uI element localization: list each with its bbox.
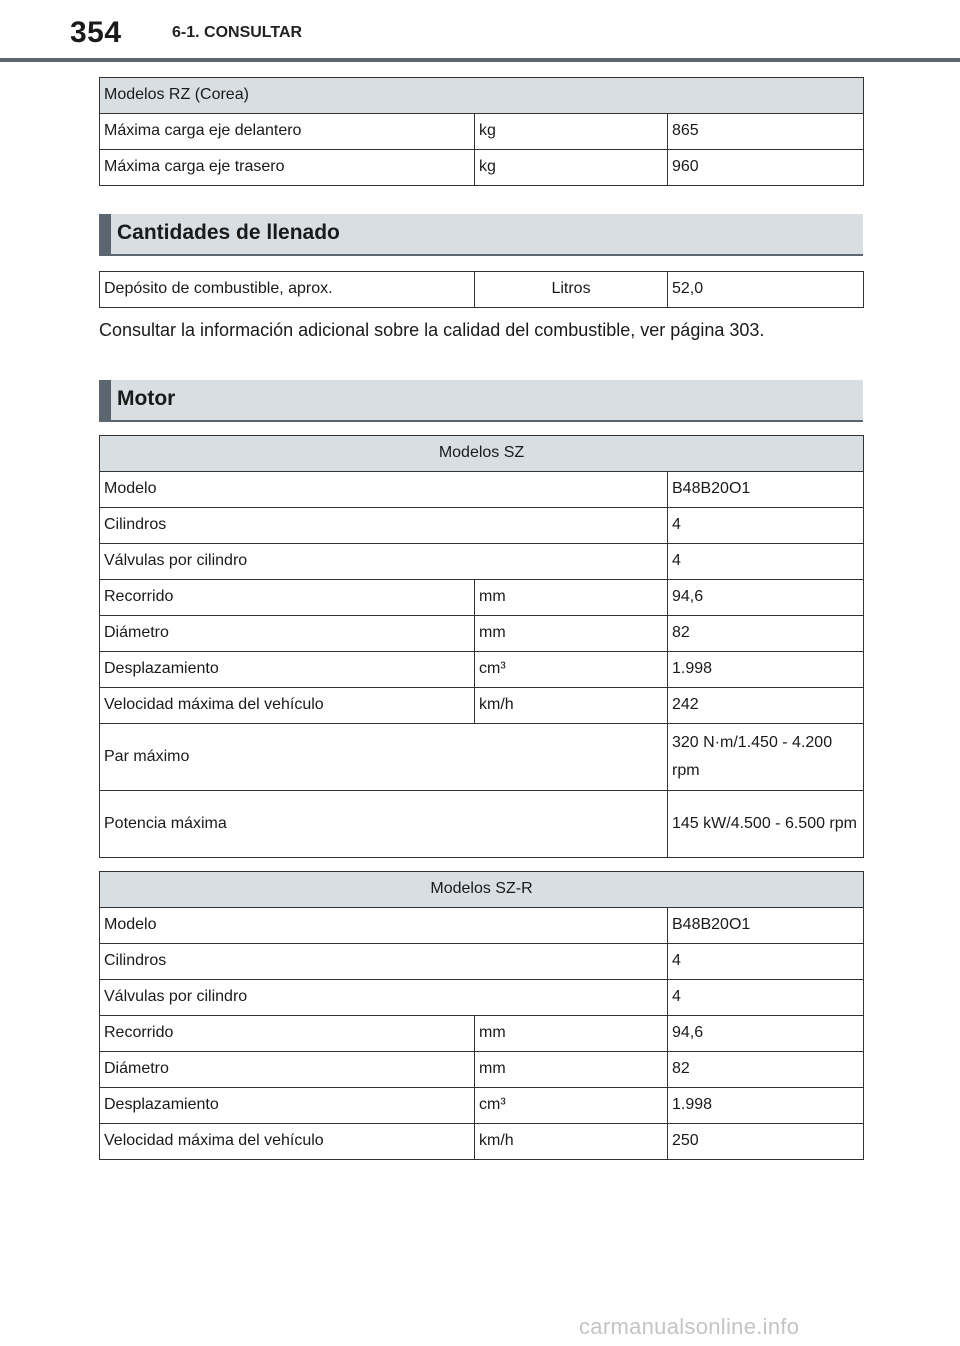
table-row xyxy=(100,616,864,652)
row-label: Diámetro xyxy=(100,616,475,652)
table-row xyxy=(100,944,864,980)
table-title: Modelos RZ (Corea) xyxy=(100,78,864,114)
table-row xyxy=(100,580,864,616)
row-value: B48B20O1 xyxy=(668,908,864,944)
rz-axle-load-table xyxy=(99,77,864,186)
row-unit: mm xyxy=(475,580,668,616)
table-row xyxy=(100,1052,864,1088)
row-label: Modelo xyxy=(100,472,668,508)
table-row xyxy=(100,1124,864,1160)
table-header-row xyxy=(100,872,864,908)
row-unit: kg xyxy=(475,114,668,150)
section-heading-text: Cantidades de llenado xyxy=(117,221,340,244)
row-value: 82 xyxy=(668,1052,864,1088)
row-label: Par máximo xyxy=(100,724,668,791)
row-value: 145 kW/4.500 - 6.500 rpm xyxy=(668,791,864,858)
row-value: 4 xyxy=(668,508,864,544)
section-heading-text: Motor xyxy=(117,387,176,410)
row-unit: Litros xyxy=(475,272,668,308)
row-label: Desplazamiento xyxy=(100,652,475,688)
row-label: Válvulas por cilindro xyxy=(100,980,668,1016)
row-unit: mm xyxy=(475,616,668,652)
row-value: 242 xyxy=(668,688,864,724)
table-row xyxy=(100,1016,864,1052)
fuel-capacity-table xyxy=(99,271,864,308)
row-value: 1.998 xyxy=(668,652,864,688)
table-header-row xyxy=(100,78,864,114)
row-unit: cm³ xyxy=(475,1088,668,1124)
row-label: Recorrido xyxy=(100,1016,475,1052)
row-value: 82 xyxy=(668,616,864,652)
header-rule xyxy=(0,58,960,62)
row-value: 94,6 xyxy=(668,580,864,616)
fuel-note: Consultar la información adicional sobre la calidad del combustible, ver página 303. xyxy=(99,320,765,340)
row-value: 250 xyxy=(668,1124,864,1160)
row-unit: mm xyxy=(475,1016,668,1052)
section-heading-motor xyxy=(99,380,863,422)
table-row xyxy=(100,688,864,724)
row-label: Modelo xyxy=(100,908,668,944)
row-value: 4 xyxy=(668,544,864,580)
page-number: 354 xyxy=(70,16,122,49)
row-label: Depósito de combustible, aprox. xyxy=(100,272,475,308)
row-value: 94,6 xyxy=(668,1016,864,1052)
table-row xyxy=(100,652,864,688)
row-value: 865 xyxy=(668,114,864,150)
table-row xyxy=(100,980,864,1016)
table-row xyxy=(100,508,864,544)
row-label: Potencia máxima xyxy=(100,791,668,858)
row-value: 4 xyxy=(668,980,864,1016)
row-unit: cm³ xyxy=(475,652,668,688)
row-label: Velocidad máxima del vehículo xyxy=(100,688,475,724)
row-label: Máxima carga eje delantero xyxy=(100,114,475,150)
table-row xyxy=(100,724,864,791)
engine-sz-table xyxy=(99,435,864,858)
row-unit: kg xyxy=(475,150,668,186)
engine-szr-table xyxy=(99,871,864,1160)
table-title: Modelos SZ-R xyxy=(100,872,864,908)
row-label: Desplazamiento xyxy=(100,1088,475,1124)
row-label: Cilindros xyxy=(100,508,668,544)
table-row xyxy=(100,791,864,858)
row-label: Velocidad máxima del vehículo xyxy=(100,1124,475,1160)
row-unit: mm xyxy=(475,1052,668,1088)
heading-bar xyxy=(99,380,111,420)
table-row xyxy=(100,544,864,580)
row-label: Recorrido xyxy=(100,580,475,616)
row-label: Válvulas por cilindro xyxy=(100,544,668,580)
row-value: 52,0 xyxy=(668,272,864,308)
section-heading-fill xyxy=(99,214,863,256)
table-row xyxy=(100,150,864,186)
watermark-text: carmanualsonline.info xyxy=(579,1314,800,1339)
row-unit: km/h xyxy=(475,1124,668,1160)
table-row xyxy=(100,272,864,308)
row-label: Cilindros xyxy=(100,944,668,980)
heading-bar xyxy=(99,214,111,254)
table-row xyxy=(100,114,864,150)
row-value: 4 xyxy=(668,944,864,980)
row-value: B48B20O1 xyxy=(668,472,864,508)
table-row xyxy=(100,1088,864,1124)
row-value: 960 xyxy=(668,150,864,186)
page-header xyxy=(0,0,960,62)
table-header-row xyxy=(100,436,864,472)
table-row xyxy=(100,908,864,944)
table-title: Modelos SZ xyxy=(100,436,864,472)
table-row xyxy=(100,472,864,508)
section-path: 6-1. CONSULTAR xyxy=(172,24,303,41)
row-value: 1.998 xyxy=(668,1088,864,1124)
row-unit: km/h xyxy=(475,688,668,724)
row-label: Máxima carga eje trasero xyxy=(100,150,475,186)
row-value: 320 N·m/1.450 - 4.200 rpm xyxy=(668,724,864,791)
row-label: Diámetro xyxy=(100,1052,475,1088)
